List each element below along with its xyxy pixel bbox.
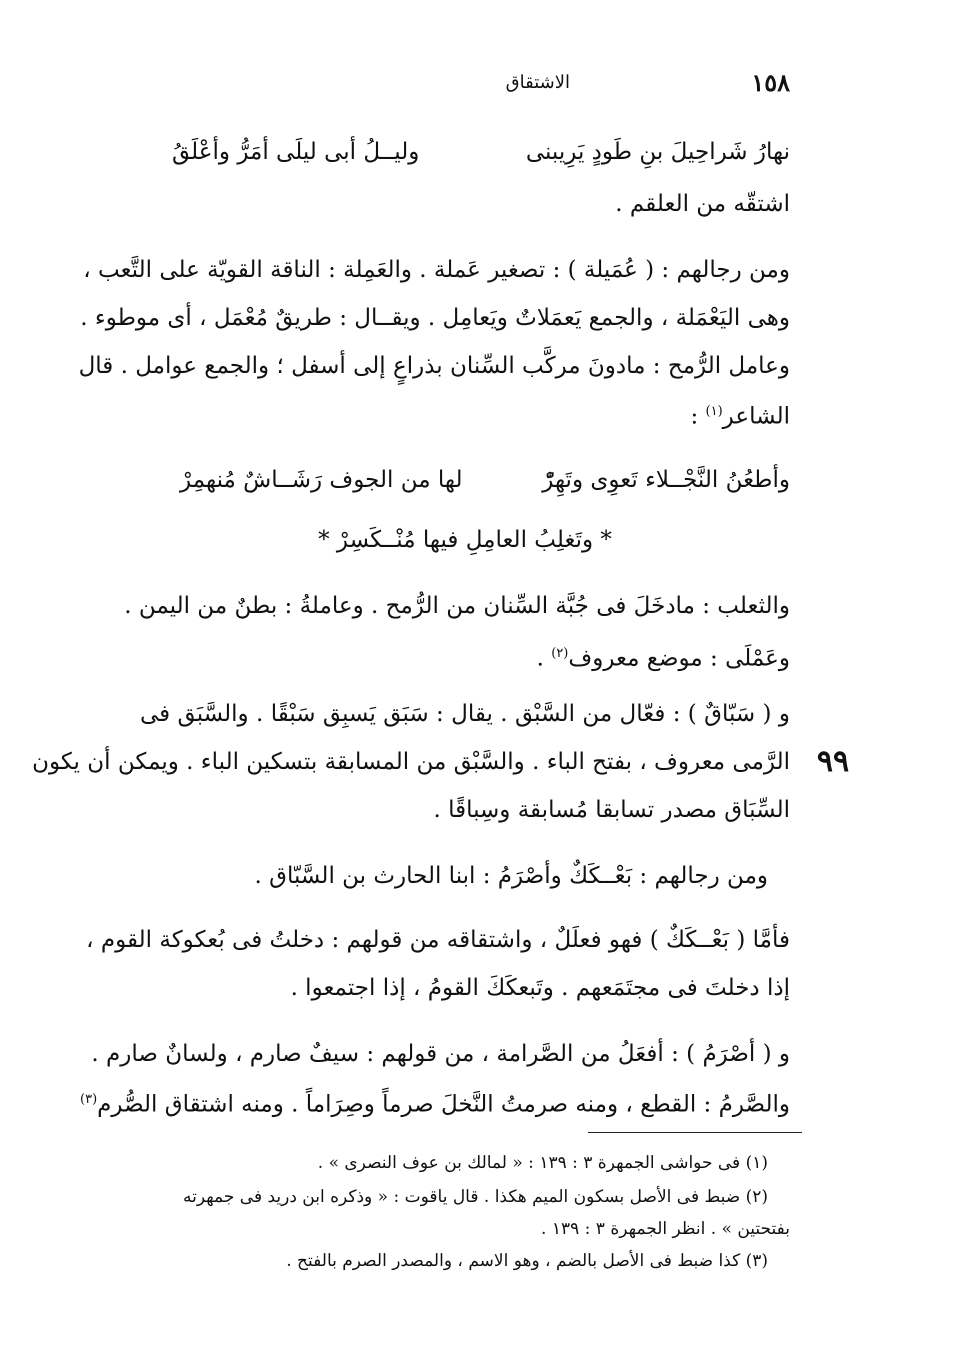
footnote: (٣) كذا ضبط فى الأصل بالضم ، وهو الاسم ، والمصدر الصرم بالفتح . (286, 1251, 768, 1271)
text-fragment: وعَمْلَى : موضع معروف (568, 645, 790, 672)
verse2-line2: * وتَغلِبُ العامِلِ فيها مُنْــكَسِرْ * (318, 527, 612, 553)
verse1-right-hemistich: نهارُ شَراحِيلَ بنِ طَودٍ يَرِيبنى (525, 139, 790, 165)
text-fragment: : (690, 403, 706, 430)
text-line: ومن رجالهم : ( عُمَيلة ) : تصغير عَملة . والعَمِلة : الناقة القويّة على التَّعب ، (83, 257, 790, 283)
text-line (80, 1080, 790, 1125)
text-line: فأمَّا ( بَعْــكَكٌ ) فهو فعلَلٌ ، واشتقاقه من قولهم : دخلتُ فى بُعكوكة القوم ، (86, 927, 790, 953)
footnote-marker: (٢) (551, 646, 569, 661)
footnote: بفتحتين » . انظر الجمهرة ٣ : ١٣٩ . (541, 1219, 790, 1239)
text-line: ومن رجالهم : بَعْــكَكٌ وأصْرَمُ : ابنا الحارث بن السَّبّاق . (254, 863, 768, 889)
text-line (537, 634, 790, 679)
footnote-marker: (١) (705, 404, 723, 419)
verse2-right-hemistich: وأطعُنُ النَّجْــلاء تَعوِى وتَهِرّْ (542, 467, 790, 493)
footnote-marker: (٣) (80, 1092, 98, 1107)
text-line: اشتقّه من العلقم . (615, 191, 790, 217)
text-line: وهى اليَعْمَلة ، والجمع يَعمَلاتٌ ويَعامِل . ويقــال : طريقٌ مُعْمَل ، أى موطوء . (80, 305, 790, 331)
text-fragment: والصَّرمُ : القطع ، ومنه صرمتُ النَّخلَ صرماً وصِرَاماً . ومنه اشتقاق الصُّرم (97, 1091, 790, 1118)
text-line (690, 392, 790, 437)
text-line: الرَّمى معروف ، بفتح الباء . والسَّبْق من المسابقة بتسكين الباء . ويمكن أن يكون (32, 749, 790, 775)
text-line: و ( سَبّاقٌ ) : فعّال من السَّبْق . يقال : سَبَق يَسبِق سَبْقًا . والسَّبَق فى (140, 701, 790, 727)
margin-number: ٩٩ (816, 744, 850, 779)
verse2-left-hemistich: لها من الجوف رَشَــاشٌ مُنهمِرْ (180, 467, 463, 493)
footnote: (٢) ضبط فى الأصل بسكون الميم هكذا . قال ياقوت : « وذكره ابن دريد فى جمهرته (182, 1187, 768, 1207)
verse1-left-hemistich: وليــلُ أبى ليلَى أمَرُّ وأعْلَقُ (172, 139, 420, 165)
text-line: و ( أصْرَمُ ) : أفعَلُ من الصَّرامة ، من قولهم : سيفٌ صارم ، ولسانٌ صارم . (91, 1041, 790, 1067)
text-line: وعامل الرُّمح : مادونَ مركَّب السِّنان بذراعٍ إلى أسفل ؛ والجمع عوامل . قال (78, 353, 790, 379)
page-header (420, 68, 790, 108)
footnote-divider (588, 1132, 802, 1133)
running-title: الاشتقاق (505, 72, 570, 93)
text-line: السِّبَاق مصدر تسابقا مُسابقة وسِباقًا . (433, 797, 790, 823)
text-fragment: . (536, 645, 552, 672)
text-line: إذا دخلتَ فى مجتَمَعهم . وتَبعكَكَ القومُ ، إذا اجتمعوا . (290, 975, 790, 1001)
footnote: (١) فى حواشى الجمهرة ٣ : ١٣٩ : « لمالك بن عوف النصرى » . (317, 1153, 768, 1173)
text-fragment: الشاعر (722, 403, 790, 430)
page-number: ١٥٨ (751, 68, 790, 97)
text-line: والثعلب : مادخَلَ فى جُبَّة السِّنان من الرُّمح . وعاملةُ : بطنٌ من اليمن . (124, 593, 790, 619)
